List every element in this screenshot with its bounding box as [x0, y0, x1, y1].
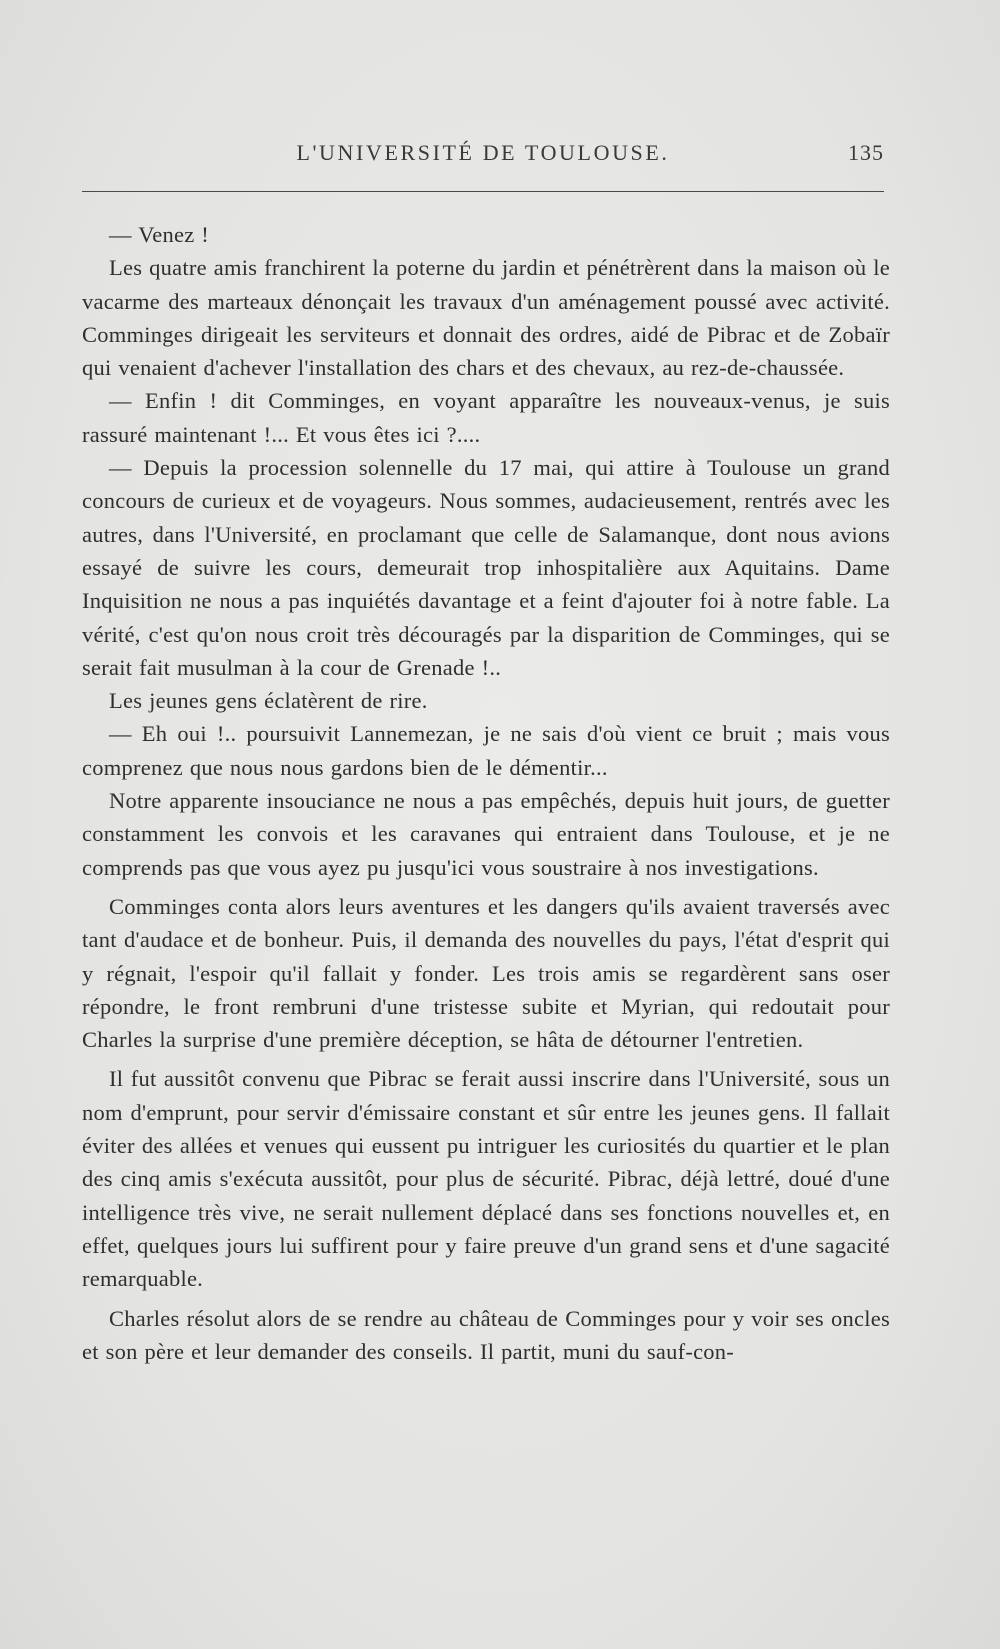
paragraph: Charles résolut alors de se rendre au château de Comminges pour y voir ses oncles et son père et leur demander des conseils. Il partit, muni du sauf-con-	[82, 1305, 890, 1364]
paragraph: Comminges conta alors leurs aventures et les dangers qu'ils avaient traversés avec tant d'audace et de bonheur. Puis, il demanda des nouvelles du pays, l'état d'esprit qui y régnait, l'espoir qu'il fallait y fonder. Les trois amis se regardèrent sans oser répondre, le front rembruni d'une tristesse subite et Myrian, qui redoutait pour Charles la surprise d'une première déception, se hâta de détourner l'entretien.	[82, 893, 890, 1053]
paragraph: — Depuis la procession solennelle du 17 mai, qui attire à Toulouse un grand concours de curieux et de voyageurs. Nous sommes, audacieusement, rentrés avec les autres, dans l'Université, en proclamant que celle de Salamanque, dont nous avions essayé de suivre les cours, demeurait trop inhospitalière aux Aquitains. Dame Inquisition ne nous a pas inquiétés davantage et a feint d'ajouter foi à notre fable. La vérité, c'est qu'on nous croit très découragés par la disparition de Comminges, qui se serait fait musulman à la cour de Grenade !..	[82, 455, 890, 680]
page-header	[82, 140, 884, 174]
running-title: L'UNIVERSITÉ DE TOULOUSE.	[296, 140, 670, 165]
paragraph: Les jeunes gens éclatèrent de rire.	[109, 688, 428, 714]
paragraph: Il fut aussitôt convenu que Pibrac se ferait aussi inscrire dans l'Université, sous un nom d'emprunt, pour servir d'émissaire constant et sûr entre les jeunes gens. Il fallait éviter des allées et venues qui eussent pu intriguer les curiosités du quartier et le plan des cinq amis s'exécuta aussitôt, pour plus de sécurité. Pibrac, déjà lettré, doué d'une intelligence très vive, ne serait nullement déplacé dans ses fonctions nouvelles et, en effet, quelques jours lui suffirent pour y faire preuve d'un grand sens et d'une sagacité remarquable.	[82, 1066, 890, 1292]
paragraph: Les quatre amis franchirent la poterne du jardin et pénétrèrent dans la maison où le vacarme des marteaux dénonçait les travaux d'un aménagement poussé avec activité. Comminges dirigeait les serviteurs et donnait des ordres, aidé de Pibrac et de Zobaïr qui venaient d'achever l'installation des chars et des chevaux, au rez-de-chaussée.	[82, 255, 890, 381]
header-rule	[82, 191, 884, 192]
body-text	[82, 218, 890, 1368]
paragraph: — Eh oui !.. poursuivit Lannemezan, je ne sais d'où vient ce bruit ; mais vous comprenez que nous nous gardons bien de le démentir...	[82, 721, 890, 780]
paragraph: — Enfin ! dit Comminges, en voyant apparaître les nouveaux-venus, je suis rassuré maintenant !... Et vous êtes ici ?....	[82, 388, 890, 447]
paragraph: — Venez !	[109, 222, 210, 247]
page-number: 135	[848, 140, 884, 165]
paragraph: Notre apparente insouciance ne nous a pas empêchés, depuis huit jours, de guetter constamment les convois et les caravanes qui entraient dans Toulouse, et je ne comprends pas que vous ayez pu jusqu'ici vous soustraire à nos investigations.	[82, 788, 890, 880]
